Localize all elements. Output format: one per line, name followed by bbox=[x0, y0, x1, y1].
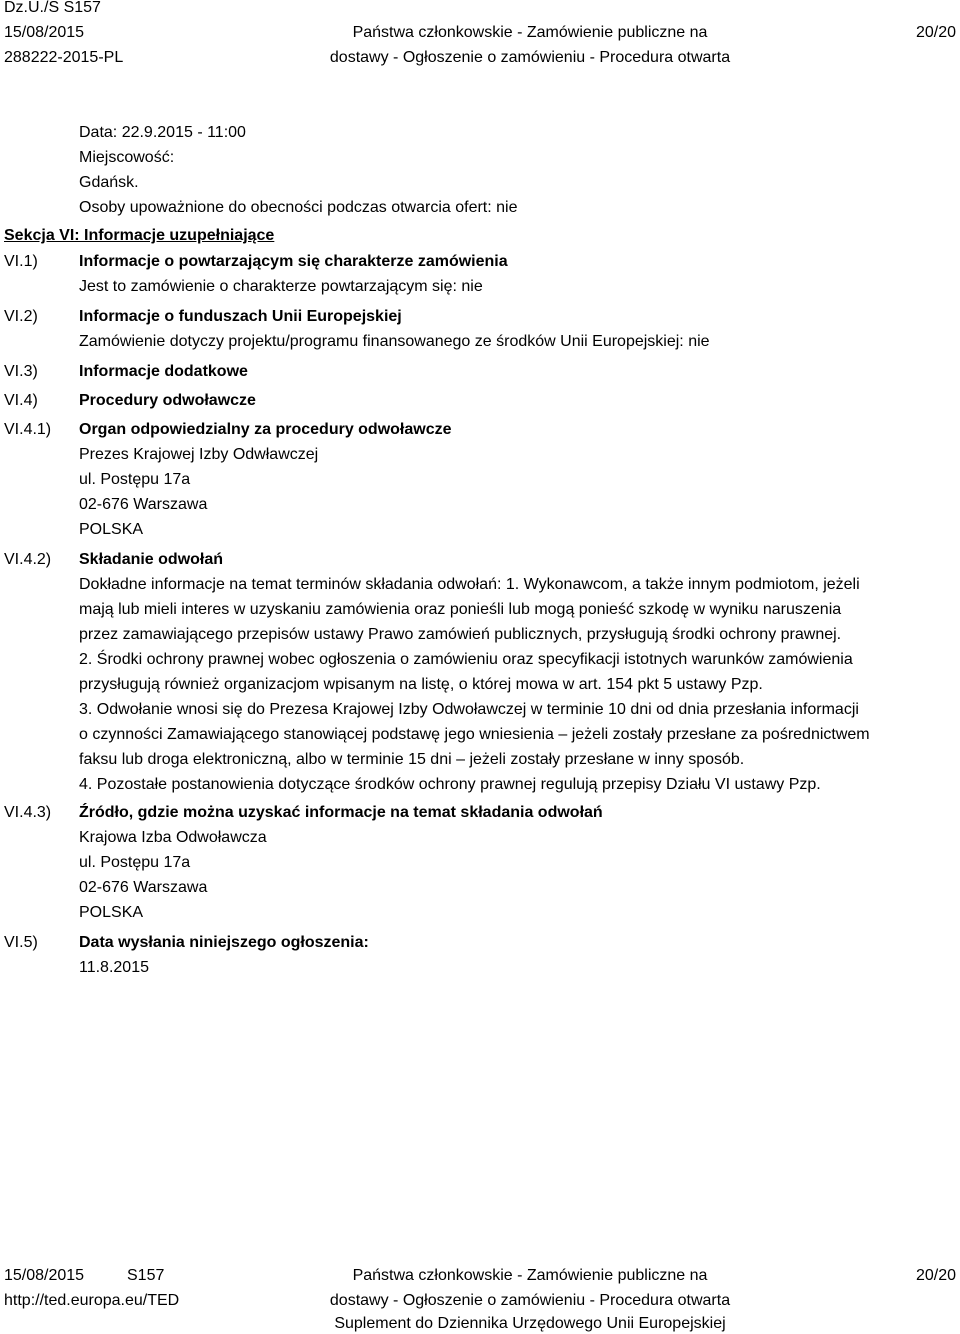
item-number-vi3: VI.3) bbox=[4, 363, 38, 380]
item-number-vi5: VI.5) bbox=[4, 934, 38, 951]
item-title-vi41: Organ odpowiedzialny za procedury odwoławcze bbox=[79, 421, 452, 438]
item-text-vi2: Zamówienie dotyczy projektu/programu finansowanego ze środków Unii Europejskiej: nie bbox=[79, 333, 710, 350]
appeals-text-line: mają lub mieli interes w uzyskaniu zamówienia oraz ponieśli lub mogą ponieść szkodę w wyniku naruszenia bbox=[79, 601, 842, 618]
item-title-vi42: Składanie odwołań bbox=[79, 551, 224, 568]
item-title-vi3: Informacje dodatkowe bbox=[79, 363, 248, 380]
appeals-text-line: przysługują również organizacjom wpisanym na listę, o której mowa w art. 154 pkt 5 ustawy Pzp. bbox=[79, 676, 763, 693]
appeals-text-line: 2. Środki ochrony prawnej wobec ogłoszenia o zamówieniu oraz specyfikacji istotnych warunków zamówienia bbox=[79, 651, 853, 668]
footer-title-line-2: dostawy - Ogłoszenie o zamówieniu - Procedura otwarta bbox=[329, 1292, 731, 1309]
footer-date: 15/08/2015 bbox=[4, 1267, 85, 1284]
appeals-text-line: przez zamawiającego przepisów ustawy Prawo zamówień publicznych, przysługują środki ochrony prawnej. bbox=[79, 626, 842, 643]
item-number-vi1: VI.1) bbox=[4, 253, 38, 270]
item-title-vi2: Informacje o funduszach Unii Europejskiej bbox=[79, 308, 402, 325]
header-title-line-2: dostawy - Ogłoszenie o zamówieniu - Procedura otwarta bbox=[329, 49, 731, 66]
item-number-vi42: VI.4.2) bbox=[4, 551, 52, 568]
item-number-vi41: VI.4.1) bbox=[4, 421, 52, 438]
opening-place-value: Gdańsk. bbox=[79, 174, 139, 191]
appeals-text-line: 4. Pozostałe postanowienia dotyczące środków ochrony prawnej regulują przepisy Działu VI ustawy Pzp. bbox=[79, 776, 821, 793]
header-page-number: 20/20 bbox=[915, 24, 956, 41]
footer-page-number: 20/20 bbox=[915, 1267, 956, 1284]
review-body-city: 02-676 Warszawa bbox=[79, 496, 208, 513]
review-body-country: POLSKA bbox=[79, 521, 144, 538]
info-source-name: Krajowa Izba Odwoławcza bbox=[79, 829, 267, 846]
item-title-vi43: Źródło, gdzie można uzyskać informacje na temat składania odwołań bbox=[79, 804, 603, 821]
header-date: 15/08/2015 bbox=[4, 24, 85, 41]
opening-place-label: Miejscowość: bbox=[79, 149, 175, 166]
item-number-vi2: VI.2) bbox=[4, 308, 38, 325]
journal-reference: Dz.U./S S157 bbox=[4, 0, 101, 16]
item-number-vi4: VI.4) bbox=[4, 392, 38, 409]
review-body-name: Prezes Krajowej Izby Odwławczej bbox=[79, 446, 319, 463]
dispatch-date: 11.8.2015 bbox=[79, 959, 149, 976]
appeals-text-line: Dokładne informacje na temat terminów składania odwołań: 1. Wykonawcom, a także innym podmiotom, jeżeli bbox=[79, 576, 860, 593]
appeals-text-line: o czynności Zamawiającego stanowiącej podstawę jego wniesienia – jeżeli zostały przesłane za pośrednictwem bbox=[79, 726, 870, 743]
appeals-text-line: 3. Odwołanie wnosi się do Prezesa Krajowej Izby Odwoławczej w terminie 10 dni od dnia przesłania informacji bbox=[79, 701, 859, 718]
item-title-vi4: Procedury odwoławcze bbox=[79, 392, 256, 409]
info-source-country: POLSKA bbox=[79, 904, 144, 921]
item-title-vi5: Data wysłania niniejszego ogłoszenia: bbox=[79, 934, 369, 951]
item-text-vi1: Jest to zamówienie o charakterze powtarzającym się: nie bbox=[79, 278, 483, 295]
section-title: Sekcja VI: Informacje uzupełniające bbox=[4, 227, 275, 244]
footer-series: S157 bbox=[127, 1267, 165, 1284]
info-source-city: 02-676 Warszawa bbox=[79, 879, 208, 896]
footer-title-line-1: Państwa członkowskie - Zamówienie publiczne na bbox=[352, 1267, 708, 1284]
opening-date: Data: 22.9.2015 - 11:00 bbox=[79, 124, 246, 141]
opening-persons: Osoby upoważnione do obecności podczas otwarcia ofert: nie bbox=[79, 199, 518, 216]
footer-title-line-3: Suplement do Dziennika Urzędowego Unii Europejskiej bbox=[334, 1315, 726, 1332]
footer-url-link[interactable]: http://ted.europa.eu/TED bbox=[4, 1292, 180, 1309]
item-number-vi43: VI.4.3) bbox=[4, 804, 52, 821]
appeals-text-line: faksu lub droga elektroniczną, albo w terminie 15 dni – jeżeli zostały przesłane w inny sposób. bbox=[79, 751, 745, 768]
document-id: 288222-2015-PL bbox=[4, 49, 124, 66]
info-source-street: ul. Postępu 17a bbox=[79, 854, 191, 871]
header-title-line-1: Państwa członkowskie - Zamówienie publiczne na bbox=[352, 24, 708, 41]
review-body-street: ul. Postępu 17a bbox=[79, 471, 191, 488]
item-title-vi1: Informacje o powtarzającym się charakterze zamówienia bbox=[79, 253, 508, 270]
